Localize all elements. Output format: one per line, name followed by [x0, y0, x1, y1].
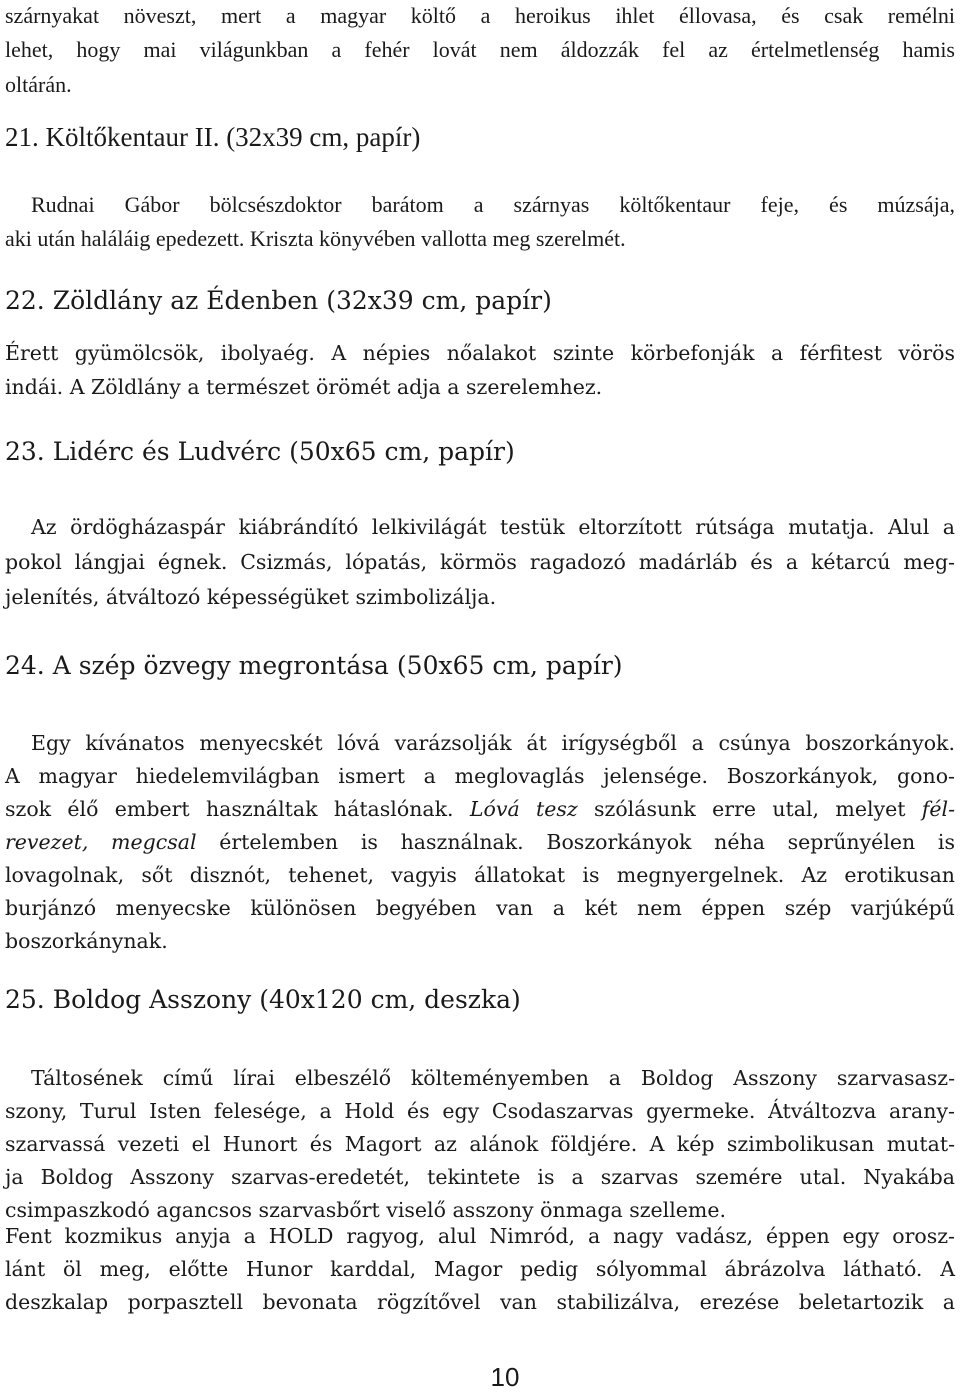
text-line: aki után haláláig epedezett. Kriszta könyvében vallotta meg szerelmét. — [5, 226, 626, 251]
text-line: ja Boldog Asszony szarvas-eredetét, tekintete is a szarvas szemére utal. Nyakába — [5, 1165, 955, 1189]
text-line: indái. A Zöldlány a természet örömét adja a szerelemhez. — [5, 375, 603, 399]
section-heading-22: 22. Zöldlány az Édenben (32x39 cm, papír) — [5, 286, 552, 315]
text-line: pokol lángjai égnek. Csizmás, lópatás, körmös ragadozó madárláb és a kétarcú meg- — [5, 550, 955, 574]
text-line: szok élő embert használtak hátaslónak. Lóvá tesz szólásunk erre utal, melyet fél- — [5, 797, 955, 821]
text-line: oltárán. — [5, 72, 72, 97]
text-line: Táltosének című lírai elbeszélő költeményemben a Boldog Asszony szarvasasz- — [31, 1066, 955, 1090]
text-line: lánt öl meg, előtte Hunor karddal, Magor pedig sólyommal ábrázolva látható. A — [5, 1257, 955, 1281]
text-line: Egy kívánatos menyecskét lóvá varázsolják át irígységből a csúnya boszorkányok. — [31, 731, 955, 755]
text-line: lovagolnak, sőt disznót, tehenet, vagyis állatokat is megnyergelnek. Az erotikusan — [5, 863, 955, 887]
text-line: lehet, hogy mai világunkban a fehér lovát nem áldozzák fel az értelmetlenség hamis — [5, 37, 955, 62]
text-line: revezet, megcsal értelemben is használnak. Boszorkányok néha seprűnyélen is — [5, 830, 955, 854]
text-line: deszkalap porpasztell bevonata rögzítővel van stabilizálva, erezése beletartozik a — [5, 1290, 955, 1314]
text-line: Érett gyümölcsök, ibolyaég. A népies nőalakot szinte körbefonják a férfitest vörös — [5, 341, 955, 365]
text-line: jelenítés, átváltozó képességüket szimbolizálja. — [5, 585, 497, 609]
section-heading-24: 24. A szép özvegy megrontása (50x65 cm, papír) — [5, 651, 623, 680]
section-heading-21: 21. Költőkentaur II. (32x39 cm, papír) — [5, 122, 421, 152]
text-line: A magyar hiedelemvilágban ismert a meglovaglás jelensége. Boszorkányok, gono- — [5, 764, 955, 788]
text-line: Rudnai Gábor bölcsészdoktor barátom a szárnyas költőkentaur feje, és múzsája, — [31, 192, 955, 217]
text-line: burjánzó menyecske különösen begyében van a két nem éppen szép varjúképű — [5, 896, 955, 920]
page-number: 10 — [490, 1362, 520, 1392]
section-heading-25: 25. Boldog Asszony (40x120 cm, deszka) — [5, 985, 521, 1014]
text-line: csimpaszkodó agancsos szarvasbőrt viselő asszony önmaga szelleme. — [5, 1198, 727, 1222]
text-line: szárnyakat növeszt, mert a magyar költő a heroikus ihlet éllovasa, és csak remélni — [5, 3, 955, 28]
text-line: Az ördögházaspár kiábrándító lelkivilágát testük eltorzított rútsága mutatja. Alul a — [31, 515, 955, 539]
section-heading-23: 23. Lidérc és Ludvérc (50x65 cm, papír) — [5, 437, 515, 466]
text-line: boszorkánynak. — [5, 929, 168, 953]
text-line: szony, Turul Isten felesége, a Hold és egy Csodaszarvas gyermeke. Átváltozva arany- — [5, 1099, 955, 1123]
text-line: Fent kozmikus anyja a HOLD ragyog, alul Nimród, a nagy vadász, éppen egy orosz- — [5, 1224, 955, 1248]
text-line: szarvassá vezeti el Hunort és Magort az alánok földjére. A kép szimbolikusan mutat- — [5, 1132, 955, 1156]
